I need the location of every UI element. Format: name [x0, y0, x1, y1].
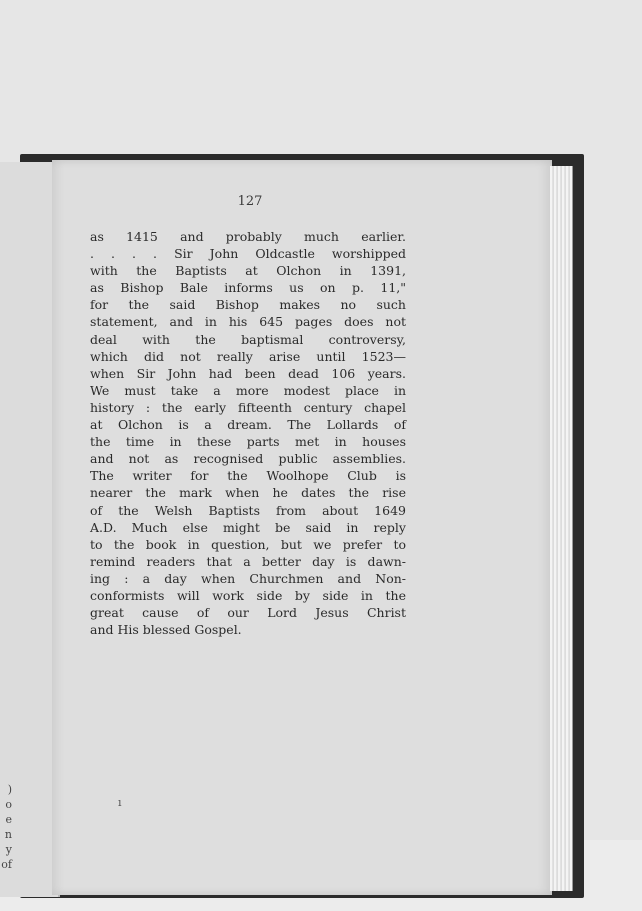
text-line: for the said Bishop makes no such	[90, 297, 406, 313]
left-fragment: of	[1, 858, 12, 871]
left-fragment: e	[5, 813, 12, 826]
text-line: which did not really arise until 1523—	[90, 348, 406, 364]
text-line: with the Baptists at Olchon in 1391,	[90, 263, 406, 279]
left-page	[0, 162, 60, 897]
page-number: 127	[237, 194, 263, 209]
text-line: statement, and in his 645 pages does not	[90, 314, 406, 330]
text-line: as Bishop Bale informs us on p. 11,"	[90, 280, 406, 296]
text-line: remind readers that a better day is dawn-	[90, 553, 406, 569]
text-line: conformists will work side by side in the	[90, 587, 406, 603]
left-fragment: y	[5, 843, 12, 856]
left-fragment: n	[4, 828, 12, 841]
text-line: and His blessed Gospel.	[90, 622, 242, 638]
text-line: great cause of our Lord Jesus Christ	[90, 605, 406, 621]
text-line: when Sir John had been dead 106 years.	[90, 365, 406, 381]
text-line: deal with the baptismal controversy,	[90, 331, 406, 347]
text-line: history : the early fifteenth century chapel	[90, 399, 406, 415]
left-fragment: )	[7, 783, 12, 796]
text-line: as 1415 and probably much earlier.	[90, 229, 406, 244]
text-line: and not as recognised public assemblies.	[90, 451, 406, 467]
text-line: We must take a more modest place in	[90, 382, 406, 398]
text-line: ing : a day when Churchmen and Non-	[90, 570, 406, 586]
text-line: The writer for the Woolhope Club is	[90, 468, 406, 484]
text-line: to the book in question, but we prefer to	[90, 536, 406, 552]
stray-mark: ı	[118, 796, 122, 809]
body-text	[90, 228, 406, 638]
text-line: of the Welsh Baptists from about 1649	[90, 502, 406, 518]
text-line: the time in these parts met in houses	[90, 434, 406, 450]
text-line: at Olchon is a dream. The Lollards of	[90, 417, 406, 433]
text-line: . . . . Sir John Oldcastle worshipped	[90, 246, 406, 262]
left-page-text-fragments	[0, 782, 12, 872]
text-line: A.D. Much else might be said in reply	[90, 519, 406, 535]
page-edges	[550, 166, 573, 891]
text-line: nearer the mark when he dates the rise	[90, 485, 406, 501]
left-fragment: o	[5, 798, 12, 811]
